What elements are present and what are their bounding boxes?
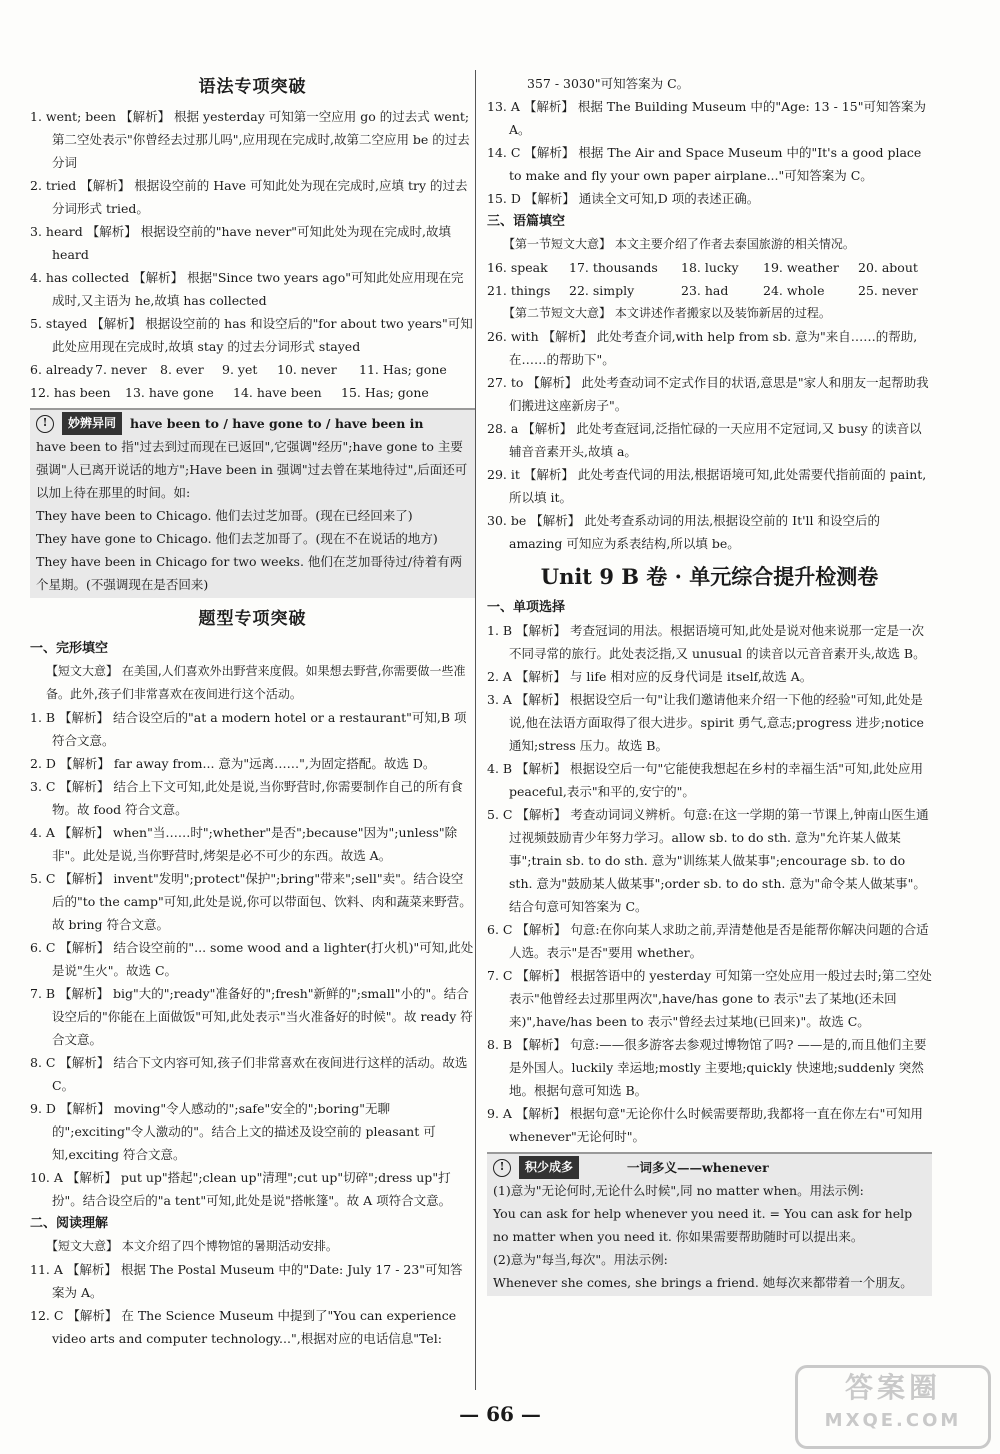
section-title-grammar: 语法专项突破 bbox=[198, 77, 307, 97]
column-divider bbox=[475, 70, 476, 1390]
short-answers-row bbox=[30, 381, 475, 404]
answer-item: 8. C 【解析】 结合下文内容可知,孩子们非常喜欢在夜间进行这样的活动。故选 C。 bbox=[30, 1055, 468, 1093]
left-column bbox=[30, 72, 475, 1350]
short-answer: 7. never bbox=[95, 362, 147, 377]
answer-item: 27. to 【解析】 此处考查动词不定式作目的状语,意思是"家人和朋友一起帮助我们搬进这座新房子"。 bbox=[487, 375, 929, 413]
answer-item: 6. C 【解析】 结合设空前的"... some wood and a lighter(打火机)"可知,此处是说"生火"。故选 C。 bbox=[30, 940, 474, 978]
short-answers-row bbox=[30, 358, 475, 381]
tip-line: They have gone to Chicago. 他们去芝加哥了。(现在不在说话的地方) bbox=[36, 531, 438, 546]
answer-item: 3. A 【解析】 根据设空后一句"让我们邀请他来介绍一下他的经验"可知,此处是说,他在法语方面取得了很大进步。spirit 勇气,意志;progress 进步;notice 通知;stress 压力。故选 B。 bbox=[487, 692, 924, 753]
short-answer: 6. already bbox=[30, 362, 94, 377]
answer-item: 2. tried 【解析】 根据设空前的 Have 可知此处为现在完成时,应填 try 的过去分词形式 tried。 bbox=[30, 178, 468, 216]
tip-header bbox=[493, 1156, 926, 1179]
tip-label: 妙辨异同 bbox=[62, 412, 122, 435]
answer-item: 12. C 【解析】 在 The Science Museum 中提到了"You can experience video arts and computer technology...",根据对应的电话信息"Tel: bbox=[30, 1308, 457, 1346]
lightbulb-icon: ! bbox=[36, 415, 54, 433]
short-answer: 14. have been bbox=[233, 385, 322, 400]
tip-header bbox=[36, 412, 469, 435]
tip-line: (1)意为"无论何时,无论什么时候",同 no matter when。用法示例: bbox=[493, 1183, 864, 1198]
passage-summary: 【短文大意】 本文介绍了四个博物馆的暑期活动安排。 bbox=[46, 1239, 338, 1253]
answer-item: 5. C 【解析】 invent"发明";protect"保护";bring"带来";sell"卖"。结合设空后的"to the camp"可知,此处是说,你可以带面包、饮料、肉和蔬菜来野营。故 bring 符合文意。 bbox=[30, 871, 472, 932]
answer-item: 1. went; been 【解析】 根据 yesterday 可知第一空应用 go 的过去式 went;第二空处表示"你曾经去过那儿吗",应用现在完成时,故第二空应用 be 的过去分词 bbox=[30, 109, 470, 170]
subsection-single-choice: 一、单项选择 bbox=[487, 600, 566, 615]
tip-line: You can ask for help whenever you need it. = You can ask for help no matter when you need it. 你如果需要帮助随时可以提出来。 bbox=[493, 1206, 913, 1244]
tip-line: Whenever she comes, she brings a friend. 她每次来都带着一个朋友。 bbox=[493, 1275, 913, 1290]
fill-answer: 16. speak bbox=[487, 260, 548, 275]
answer-item: 26. with 【解析】 此处考查介词,with help from sb. 意为"来自……的帮助,在……的帮助下"。 bbox=[487, 329, 918, 367]
passage-summary: 【第二节短文大意】 本文讲述作者搬家以及装饰新居的过程。 bbox=[503, 306, 831, 320]
watermark-text: 答案圈 bbox=[844, 1371, 941, 1404]
answer-item: 8. B 【解析】 句意:——很多游客去参观过博物馆了吗? ——是的,而且他们主要是外国人。luckily 幸运地;mostly 主要地;quickly 快速地;suddenly 突然地。根据句意可知选 B。 bbox=[487, 1037, 927, 1098]
answer-item: 5. C 【解析】 考查动词词义辨析。句意:在这一学期的第一节课上,钟南山医生通过视频鼓励青少年努力学习。allow sb. to do sth. 意为"允许某人做某事";train sb. to do sth. 意为"训练某人做某事";encourage sb. to do sth. 意为"鼓励某人做某事";order sb. to do sth. 意为"命令某人做某事"。结合句意可知答案为 C。 bbox=[487, 807, 929, 914]
answer-item: 9. D 【解析】 moving"令人感动的";safe"安全的";boring"无聊的";exciting"令人激动的"。结合上文的描述及设空前的 pleasant 可知,exciting 符合文意。 bbox=[30, 1101, 436, 1162]
answer-item: 13. A 【解析】 根据 The Building Museum 中的"Age: 13 - 15"可知答案为 A。 bbox=[487, 99, 926, 137]
fill-answer: 18. lucky bbox=[681, 260, 739, 275]
tip-line: They have been to Chicago. 他们去过芝加哥。(现在已经回来了) bbox=[36, 508, 413, 523]
fill-answers-row bbox=[487, 256, 932, 279]
answer-item: 3. C 【解析】 结合上下文可知,此处是说,当你野营时,你需要制作自己的所有食物。故 food 符合文意。 bbox=[30, 779, 463, 817]
answer-item: 4. has collected 【解析】 根据"Since two years ago"可知此处应用现在完成时,又主语为 he,故填 has collected bbox=[30, 270, 464, 308]
tip-label: 积少成多 bbox=[519, 1156, 579, 1179]
tip-heading: have been to / have gone to / have been in bbox=[130, 416, 424, 431]
answer-item: 14. C 【解析】 根据 The Air and Space Museum 中的"It's a good place to make and fly your own paper airplane..."可知答案为 C。 bbox=[487, 145, 922, 183]
lightbulb-icon: ! bbox=[493, 1159, 511, 1177]
tip-box-vocabulary bbox=[487, 1152, 932, 1296]
passage-summary: 【短文大意】 在美国,人们喜欢外出野营来度假。如果想去野营,你需要做一些准备。此外,孩子们非常喜欢在夜间进行这个活动。 bbox=[46, 664, 466, 701]
answer-item: 7. C 【解析】 根据答语中的 yesterday 可知第一空处应用一般过去时;第二空处表示"他曾经去过那里两次",have/has gone to 表示"去了某地(还未回来)",have/has been to 表示"曾经去过某地(已回来)"。故选 C。 bbox=[487, 968, 932, 1029]
answer-item: 6. C 【解析】 句意:在你向某人求助之前,弄清楚他是否是能帮你解决问题的合适人选。表示"是否"要用 whether。 bbox=[487, 922, 929, 960]
fill-answer: 25. never bbox=[858, 283, 918, 298]
short-answer: 8. ever bbox=[160, 362, 204, 377]
short-answer: 15. Has; gone bbox=[341, 385, 429, 400]
fill-answer: 17. thousands bbox=[569, 260, 658, 275]
continued-text: 357 - 3030"可知答案为 C。 bbox=[527, 76, 690, 91]
short-answer: 9. yet bbox=[222, 362, 258, 377]
page-number: — 66 — bbox=[459, 1402, 541, 1426]
answer-item: 2. A 【解析】 与 life 相对应的反身代词是 itself,故选 A。 bbox=[487, 669, 813, 684]
answer-item: 1. B 【解析】 考查冠词的用法。根据语境可知,此处是说对他来说那一定是一次不同寻常的旅行。此处表泛指,又 unusual 的读音以元音音素开头,故选 B。 bbox=[487, 623, 926, 661]
answer-item: 30. be 【解析】 此处考查系动词的用法,根据设空前的 It'll 和设空后的 amazing 可知应为系表结构,所以填 be。 bbox=[487, 513, 881, 551]
watermark-logo bbox=[795, 1365, 991, 1449]
answer-item: 9. A 【解析】 根据句意"无论你什么时候需要帮助,我都将一直在你左右"可知用 whenever"无论何时"。 bbox=[487, 1106, 923, 1144]
fill-answer: 23. had bbox=[681, 283, 729, 298]
fill-answers-row bbox=[487, 279, 932, 302]
fill-answer: 21. things bbox=[487, 283, 551, 298]
tip-line: They have been in Chicago for two weeks. 他们在芝加哥待过/待着有两个星期。(不强调现在是否回来) bbox=[36, 554, 463, 592]
short-answer: 12. has been bbox=[30, 385, 111, 400]
tip-line: (2)意为"每当,每次"。用法示例: bbox=[493, 1252, 668, 1267]
answer-item: 4. B 【解析】 根据设空后一句"它能使我想起在乡村的幸福生活"可知,此处应用 peaceful,表示"和平的,安宁的"。 bbox=[487, 761, 924, 799]
short-answer: 10. never bbox=[277, 362, 337, 377]
short-answer: 11. Has; gone bbox=[359, 362, 447, 377]
subsection-reading: 二、阅读理解 bbox=[30, 1216, 109, 1231]
answer-item: 4. A 【解析】 when"当……时";whether"是否";because"因为";unless"除非"。此处是说,当你野营时,烤架是必不可少的东西。故选 A。 bbox=[30, 825, 458, 863]
passage-summary: 【第一节短文大意】 本文主要介绍了作者去泰国旅游的相关情况。 bbox=[503, 237, 855, 251]
answer-item: 1. B 【解析】 结合设空后的"at a modern hotel or a restaurant"可知,B 项符合文意。 bbox=[30, 710, 467, 748]
fill-answer: 19. weather bbox=[763, 260, 839, 275]
answer-item: 15. D 【解析】 通读全文可知,D 项的表述正确。 bbox=[487, 191, 760, 206]
fill-answer: 24. whole bbox=[763, 283, 825, 298]
subsection-gap-fill: 三、语篇填空 bbox=[487, 214, 566, 229]
answer-item: 3. heard 【解析】 根据设空前的"have never"可知此处为现在完成时,故填 heard bbox=[30, 224, 452, 262]
subsection-cloze: 一、完形填空 bbox=[30, 641, 109, 656]
answer-item: 10. A 【解析】 put up"搭起";clean up"清理";cut up"切碎";dress up"打扮"。结合设空后的"a tent"可知,此处是说"搭帐篷"。故 A 项符合文意。 bbox=[30, 1170, 452, 1208]
unit-title: Unit 9 B 卷 · 单元综合提升检测卷 bbox=[540, 564, 879, 589]
right-column bbox=[487, 72, 932, 1300]
answer-item: 7. B 【解析】 big"大的";ready"准备好的";fresh"新鲜的";small"小的"。结合设空后的"你能在上面做饭"可知,此处表示"当火准备好的时候"。故 ready 符合文意。 bbox=[30, 986, 473, 1047]
tip-line: have been to 指"过去到过而现在已返回",它强调"经历";have gone to 主要强调"人已离开说话的地方";Have been in 强调"过去曾在某地待过",后面还可以加上待在那里的时间。如: bbox=[36, 439, 468, 500]
answer-item: 11. A 【解析】 根据 The Postal Museum 中的"Date: July 17 - 23"可知答案为 A。 bbox=[30, 1262, 463, 1300]
section-title-question-types: 题型专项突破 bbox=[198, 609, 307, 629]
tip-heading: 一词多义——whenever bbox=[627, 1160, 769, 1175]
answer-item: 5. stayed 【解析】 根据设空前的 has 和设空后的"for about two years"可知此处应用现在完成时,故填 stay 的过去分词形式 stayed bbox=[30, 316, 473, 354]
tip-box-distinction bbox=[30, 408, 475, 598]
answer-item: 2. D 【解析】 far away from... 意为"远离……",为固定搭配。故选 D。 bbox=[30, 756, 436, 771]
answer-item: 28. a 【解析】 此处考查冠词,泛指忙碌的一天应用不定冠词,又 busy 的读音以辅音音素开头,故填 a。 bbox=[487, 421, 922, 459]
fill-answer: 22. simply bbox=[569, 283, 635, 298]
fill-answer: 20. about bbox=[858, 260, 918, 275]
answer-item: 29. it 【解析】 此处考查代词的用法,根据语境可知,此处需要代指前面的 paint,所以填 it。 bbox=[487, 467, 927, 505]
watermark-url: MXQE.COM bbox=[824, 1410, 962, 1431]
short-answer: 13. have gone bbox=[125, 385, 214, 400]
grammar-answers bbox=[30, 105, 475, 404]
